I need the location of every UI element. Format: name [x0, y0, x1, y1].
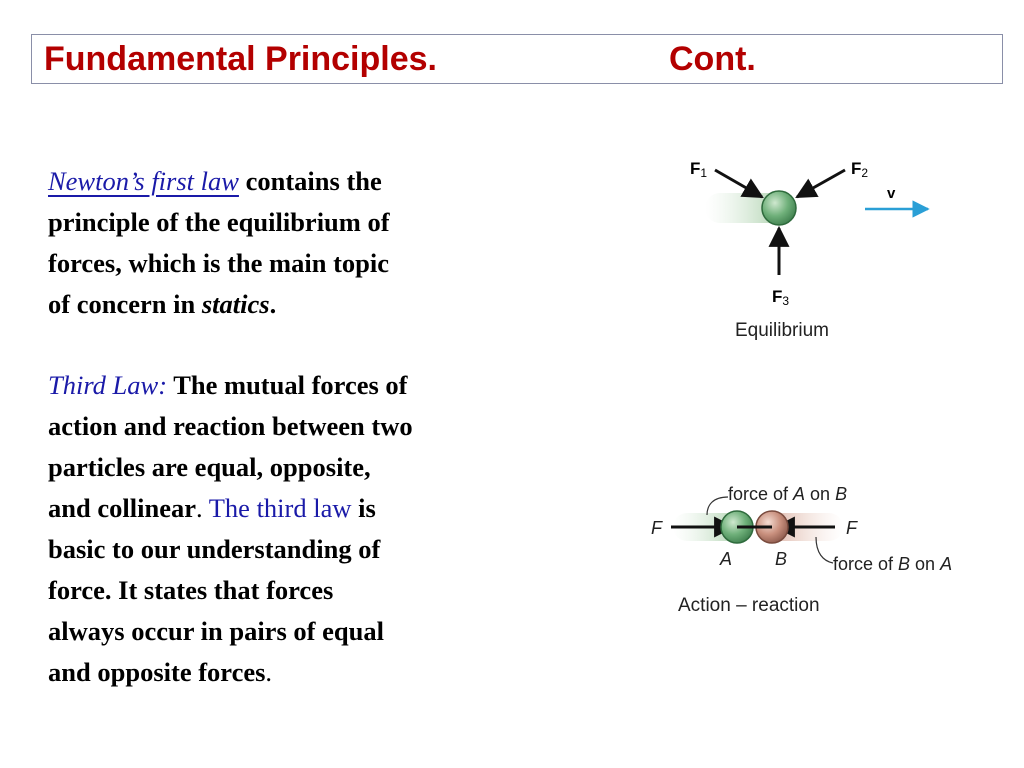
particle-ball — [762, 191, 796, 225]
third-law-phrase: The third law — [208, 493, 352, 523]
third-law-paragraph — [48, 365, 528, 693]
p2-line1-rest: The mutual forces of — [167, 370, 408, 400]
p1-line4 — [48, 284, 518, 325]
f1-arrow — [715, 170, 762, 197]
action-reaction-figure — [633, 475, 993, 620]
p2-line6: force. It states that forces — [48, 575, 334, 605]
p2-line8-pre: and opposite forces — [48, 657, 266, 687]
title-box — [31, 34, 1003, 84]
label-b: B — [775, 549, 788, 569]
p2-line2: action and reaction between two — [48, 411, 413, 441]
action-reaction-caption: Action – reaction — [678, 595, 820, 616]
p2-line8-post: . — [265, 657, 273, 687]
newton-first-law-link[interactable]: Newton’s first law — [48, 166, 239, 196]
p1-line4-pre: of concern in — [48, 289, 202, 319]
p1-line1-rest: contains the — [238, 166, 382, 196]
slide-title: Fundamental Principles. — [44, 40, 437, 78]
p2-line5: basic to our understanding of — [48, 534, 381, 564]
p2-line7: always occur in pairs of equal — [48, 616, 384, 646]
slide-title-cont: Cont. — [669, 40, 756, 78]
p2-line4 — [48, 488, 528, 529]
equilibrium-figure — [665, 145, 1020, 345]
statics-word: statics — [201, 289, 270, 319]
label-a: A — [720, 549, 733, 569]
f-left-label: F — [651, 518, 662, 538]
p1-line3: forces, which is the main topic — [48, 248, 390, 278]
f1-label: F1 — [690, 159, 708, 180]
p2-line4-pre: and collinear — [48, 493, 196, 523]
p2-line3: particles are equal, opposite, — [48, 452, 371, 482]
leader-a-on-b — [707, 497, 728, 515]
p1-line4-post: . — [269, 289, 277, 319]
p2-line4-post: is — [351, 493, 376, 523]
f2-label: F2 — [851, 159, 869, 180]
velocity-label: v — [887, 185, 896, 202]
force-a-on-b-label: force of A on B — [728, 484, 848, 504]
f-right-label: F — [846, 518, 857, 538]
third-law-label: Third Law: — [48, 370, 168, 400]
p2-line1 — [48, 365, 528, 406]
p2-line4-dot: . — [195, 493, 209, 523]
f2-arrow — [797, 170, 845, 197]
newton-first-law-paragraph — [48, 161, 518, 325]
equilibrium-caption: Equilibrium — [735, 320, 829, 341]
p1-line2: principle of the equilibrium of — [48, 207, 390, 237]
force-b-on-a-label: force of B on A — [833, 554, 953, 574]
f3-label: F3 — [772, 287, 790, 308]
p1-line1 — [48, 161, 518, 202]
p2-line8 — [48, 652, 528, 693]
